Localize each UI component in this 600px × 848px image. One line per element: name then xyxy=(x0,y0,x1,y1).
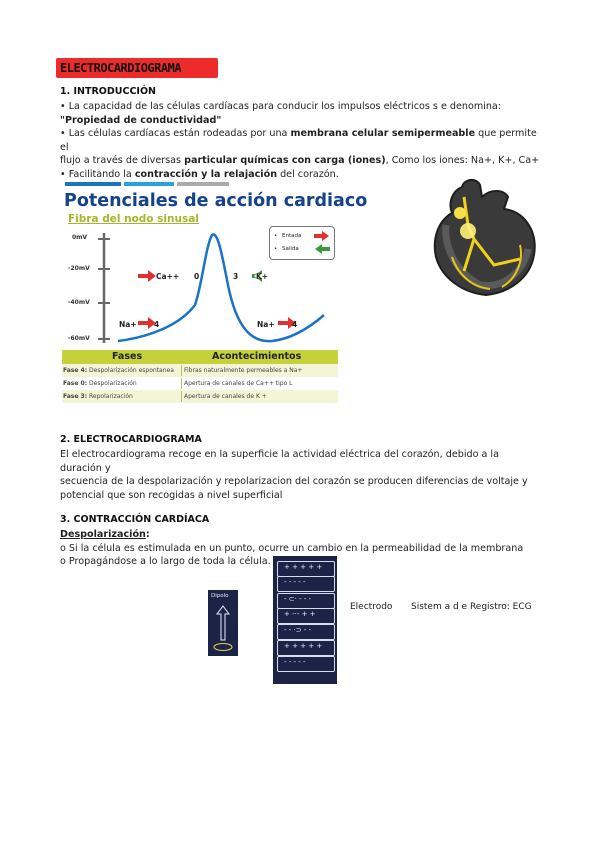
figure-subtitle: Fibra del nodo sinusal xyxy=(68,213,199,225)
figure-bar-lightblue xyxy=(124,182,174,186)
phase-number: Fase 3: xyxy=(63,393,88,400)
sinus-node xyxy=(454,207,466,219)
bullet-1-emphasis: "Propiedad de conductividad" xyxy=(60,114,222,126)
table-row-phase xyxy=(63,393,133,400)
section-2-body xyxy=(60,448,540,502)
tick-label-20: -20mV xyxy=(68,265,90,272)
phase-name: Despolarización espontanea xyxy=(89,367,174,374)
table-head-events: Acontecimientos xyxy=(212,351,302,362)
bullet-2-line2-pre: flujo a través de diversas xyxy=(60,155,182,166)
legend-in-bullet: • xyxy=(274,233,278,239)
phase-name: Despolarización xyxy=(89,380,137,387)
section-3-heading: 3. CONTRACCIÓN CARDÍACA xyxy=(60,514,210,525)
section-1-heading: 1. INTRODUCCIÓN xyxy=(60,86,156,97)
table-head-phases: Fases xyxy=(112,351,143,362)
depolarization-subheading xyxy=(60,528,540,542)
dipole-label: Dipolo xyxy=(211,593,229,599)
table-row xyxy=(62,390,338,403)
table-row xyxy=(62,364,338,377)
tick-label-40: -40mV xyxy=(68,299,90,306)
bullet-2 xyxy=(60,127,540,154)
figure-legend xyxy=(269,226,335,260)
bullet-2-line2 xyxy=(60,154,540,168)
phase-name: Repolarización xyxy=(89,393,133,400)
electrode-panel xyxy=(273,556,337,684)
table-row xyxy=(62,377,338,390)
cell-strip: - - ·⊃ - - xyxy=(277,624,335,640)
ion-ca-phase: 0 xyxy=(194,272,200,281)
legend-in-label: Entada xyxy=(282,233,302,239)
figure-bar-blue xyxy=(65,182,121,186)
dipole-figure xyxy=(208,590,238,656)
bullet-2-emphasis-2: particular químicas con carga (iones) xyxy=(184,155,386,166)
bullet-1 xyxy=(60,100,540,114)
ion-ca-label: Ca++ xyxy=(156,272,180,281)
table-divider xyxy=(181,391,182,402)
legend-out-label: Salida xyxy=(282,246,299,252)
dipole-arrow xyxy=(212,604,234,654)
legend-in-arrow xyxy=(314,231,330,241)
bullet-2-mid: que permite el xyxy=(60,128,537,153)
cell-strip: + + + + + xyxy=(277,640,335,656)
bullet-2-pre: • Las células cardíacas están rodeadas por una xyxy=(60,128,288,139)
arrow-ca-in xyxy=(138,270,156,282)
phase-number: Fase 4: xyxy=(63,367,88,374)
page-title: ELECTROCARDIOGRAMA xyxy=(60,61,182,75)
section-2-line-1: El electrocardiograma recoge en la superficie la actividad eléctrica del corazón, debido a la duración y xyxy=(60,449,499,474)
phase-number: Fase 0: xyxy=(63,380,88,387)
table-divider xyxy=(181,378,182,389)
ecg-system-label: Sistem a d e Registro: ECG xyxy=(411,602,532,612)
table-row-phase xyxy=(63,380,137,387)
cell-strip: + -·- + + xyxy=(277,608,335,624)
cell-strip: - ⊂· - - - xyxy=(277,593,335,609)
electrode-label: Electrodo xyxy=(350,602,393,612)
table-divider xyxy=(181,365,182,376)
ion-k-label: K+ xyxy=(256,272,269,281)
ion-na-right-phase: 4 xyxy=(292,320,298,329)
table-row-event: Apertura de canales de K + xyxy=(184,393,267,400)
bullet-2-end: , Como los iones: Na+, K+, Ca+ xyxy=(385,155,540,166)
section-2-heading: 2. ELECTROCARDIOGRAMA xyxy=(60,434,202,445)
bullet-2-emphasis-1: membrana celular semipermeable xyxy=(290,128,476,139)
tick-label-0: 0mV xyxy=(72,234,88,241)
heart-conduction-illustration xyxy=(424,175,544,300)
figure-bar-gray xyxy=(177,182,229,186)
bullet-1-text: • La capacidad de las células cardíacas para conducir los impulsos eléctricos s e denomina: xyxy=(60,101,502,112)
depolarization-line-2: o Propagándose a lo largo de toda la célula. xyxy=(60,556,271,567)
legend-out-bullet: • xyxy=(274,246,278,252)
table-row-event: Fibras naturalmente permeables a Na+ xyxy=(184,367,303,374)
bullet-3-pre: • Facilitando la xyxy=(60,168,132,180)
table-row-phase xyxy=(63,367,174,374)
ion-k-phase: 3 xyxy=(233,272,239,281)
cell-strip: + + + + + xyxy=(277,561,335,577)
section-2-line-3: potencial que son recogidas a nivel superficial xyxy=(60,489,283,501)
depolarization-line-1: o Si la célula es estimulada en un punto, ocurre un cambio en la permeabilidad de la membrana xyxy=(60,542,524,554)
cell-strip: - - - - - xyxy=(277,576,335,592)
bullet-3-emphasis: contracción y la relajación xyxy=(134,168,278,180)
ion-na-left-label: Na+ xyxy=(119,320,137,329)
section-1-body xyxy=(60,100,540,181)
legend-out-arrow xyxy=(314,244,330,254)
depolarization-title: Despolarización xyxy=(60,529,146,540)
bullet-3-end: del corazón. xyxy=(280,168,339,180)
av-node-glow xyxy=(460,223,476,239)
table-row-event: Apertura de canales de Ca++ tipo L xyxy=(184,380,293,387)
tick-label-60: -60mV xyxy=(68,335,90,342)
figure-title: Potenciales de acción cardiaco xyxy=(64,191,368,211)
depolarization-colon: : xyxy=(145,529,150,540)
ion-na-left-phase: 4 xyxy=(154,320,160,329)
bullet-1-bold xyxy=(60,114,540,128)
phase-table-header xyxy=(62,350,338,364)
cell-strip: - - - - - xyxy=(277,656,335,672)
section-2-line-2: secuencia de la despolarización y repolarizacion del corazón se producen diferencias de voltaje y xyxy=(60,476,528,487)
ion-na-right-label: Na+ xyxy=(257,320,275,329)
